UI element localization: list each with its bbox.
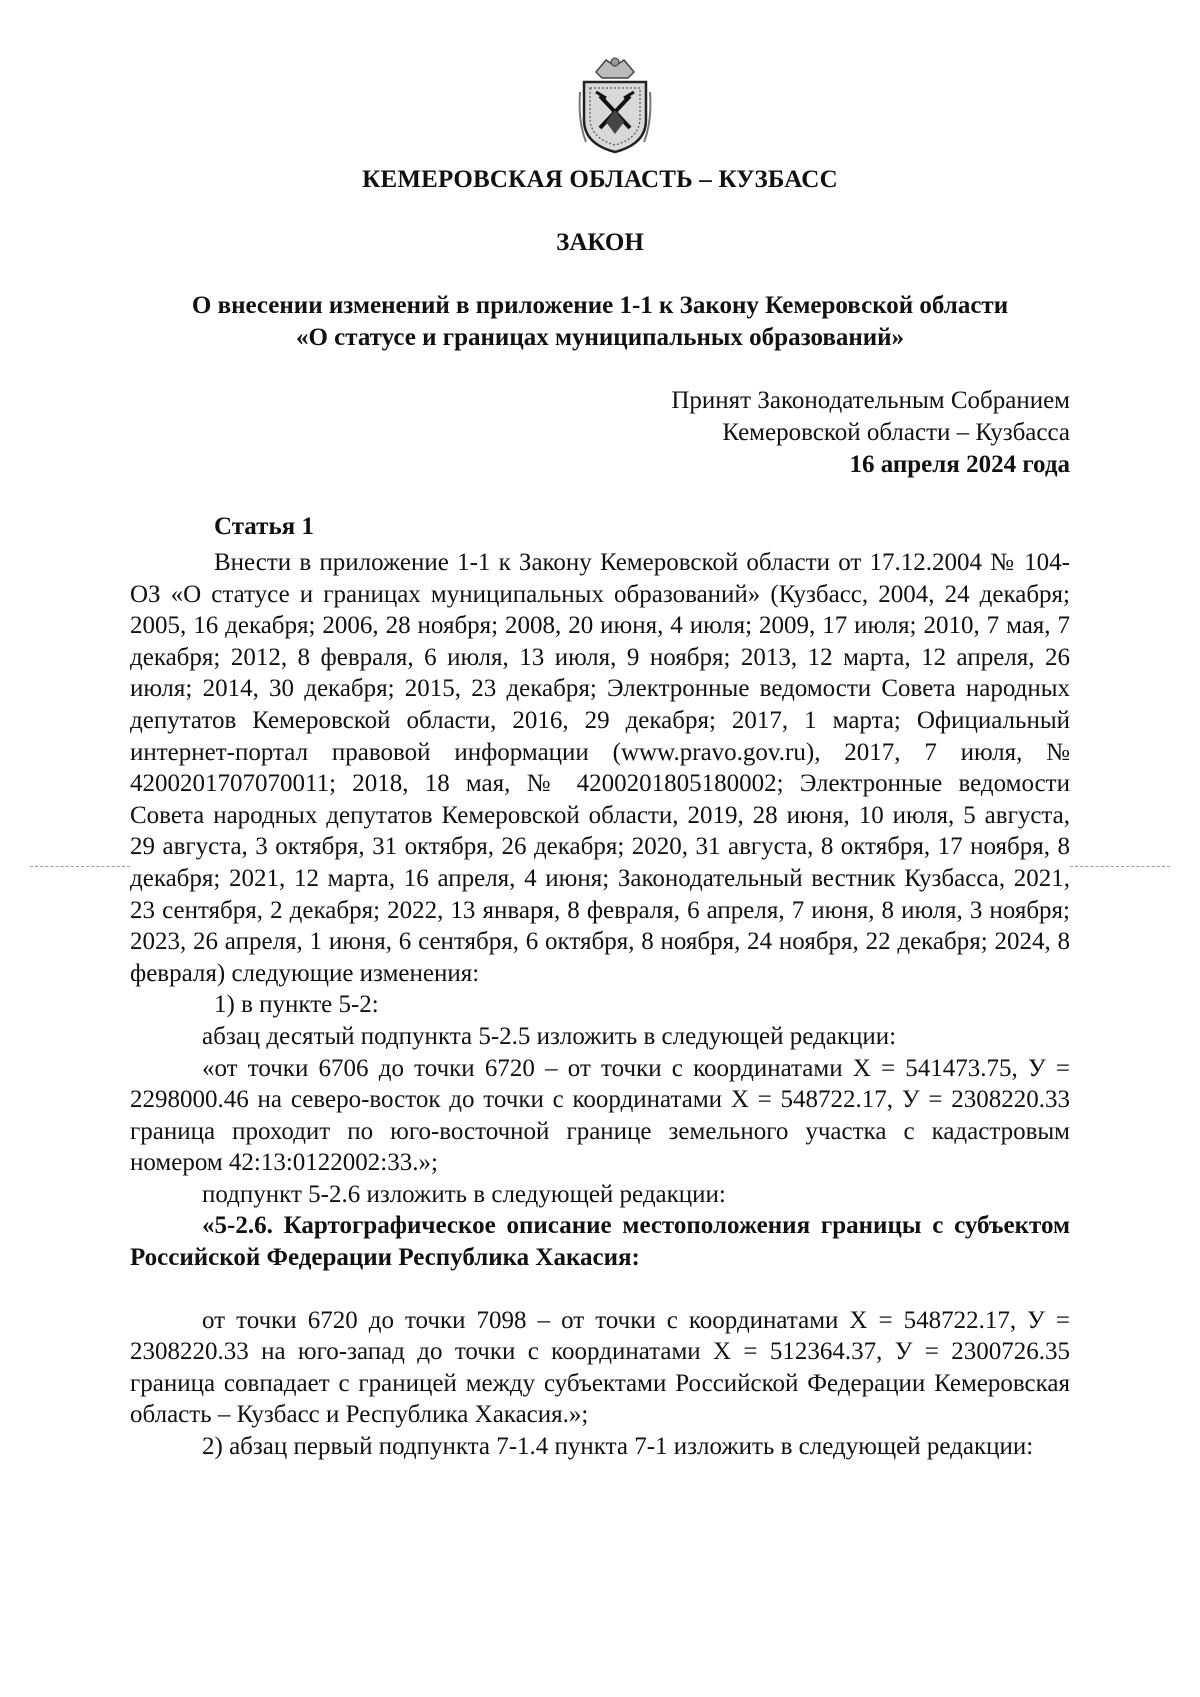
adoption-line-2: Кемеровской области – Кузбасса: [722, 419, 1070, 446]
spacer: [130, 1274, 1070, 1305]
subheading-5-2-6: «5-2.6. Картографическое описание местоположения границы с субъектом Российской Федерации Республика Хакасия:: [130, 1212, 1070, 1272]
law-title-line-2: «О статусе и границах муниципальных образований»: [295, 324, 905, 351]
article-heading: Статья 1: [214, 513, 314, 540]
coat-of-arms-emblem-icon: [576, 52, 654, 156]
adoption-block: [470, 385, 1070, 481]
adoption-line-1: Принят Законодательным Собранием: [671, 387, 1070, 414]
quote-boundary-6706-6720: «от точки 6706 до точки 6720 – от точки с координатами Х = 541473.75, У = 2298000.46 на северо-восток до точки с координатами Х = 548722.17, У = 2308220.33 граница проходит по юго-восточной границе земельного участка с кадастровым номером 42:13:0122002:33.»;: [130, 1054, 1070, 1177]
item-1: 1) в пункте 5-2:: [214, 991, 379, 1019]
law-title: [130, 290, 1070, 354]
scan-artifact-left: [30, 866, 130, 867]
article-body: [130, 547, 1070, 1463]
adoption-date: 16 апреля 2024 года: [849, 451, 1070, 478]
quote-boundary-6720-7098: от точки 6720 до точки 7098 – от точки с координатами Х = 548722.17, У = 2308220.33 на юго-запад до точки с координатами Х = 512364.37, У = 2300726.35 граница совпадает с границей между субъектами Российской Федерации Кемеровская область – Кузбасс и Республика Хакасия.»;: [130, 1306, 1070, 1429]
item-2: 2) абзац первый подпункта 7-1.4 пункта 7-1 изложить в следующей редакции:: [202, 1433, 1034, 1461]
region-title: КЕМЕРОВСКАЯ ОБЛАСТЬ – КУЗБАСС: [362, 166, 838, 193]
scan-artifact-right: [1070, 866, 1170, 867]
law-title-line-1: О внесении изменений в приложение 1-1 к Закону Кемеровской области: [191, 292, 1009, 319]
article-intro-paragraph: Внести в приложение 1-1 к Закону Кемеровской области от 17.12.2004 № 104-ОЗ «О статусе и границах муниципальных образований» (Кузбасс, 2004, 24 декабря; 2005, 16 декабря; 2006, 28 ноября; 2008, 20 июня, 4 июля; 2009, 17 июля; 2010, 7 мая, 7 декабря; 2012, 8 февраля, 6 июля, 13 июля, 9 ноября; 2013, 12 марта, 12 апреля, 26 июля; 2014, 30 декабря; 2015, 23 декабря; Электронные ведомости Совета народных депутатов Кемеровской области, 2016, 29 декабря; 2017, 1 марта; Официальный интернет-портал правовой информации (www.pravo.gov.ru), 2017, 7 июля, № 4200201707070011; 2018, 18 мая, № 4200201805180002; Электронные ведомости Совета народных депутатов Кемеровской области, 2019, 28 июня, 10 июля, 5 августа, 29 августа, 3 октября, 31 октября, 26 декабря; 2020, 31 августа, 8 октября, 17 ноября, 8 декабря; 2021, 12 марта, 16 апреля, 4 июня; Законодательный вестник Кузбасса, 2021, 23 сентября, 2 декабря; 2022, 13 января, 8 февраля, 6 апреля, 7 июня, 8 июля, 3 ноября; 2023, 26 апреля, 1 июня, 6 сентября, 6 октября, 8 ноября, 24 ноября, 22 декабря; 2024, 8 февраля) следующие изменения:: [130, 549, 1070, 987]
paragraph-subpoint-5-2-6: подпункт 5-2.6 изложить в следующей редакции:: [202, 1180, 726, 1208]
paragraph-subpoint-5-2-5: абзац десятый подпункта 5-2.5 изложить в следующей редакции:: [202, 1022, 897, 1050]
document-type: ЗАКОН: [556, 229, 644, 256]
